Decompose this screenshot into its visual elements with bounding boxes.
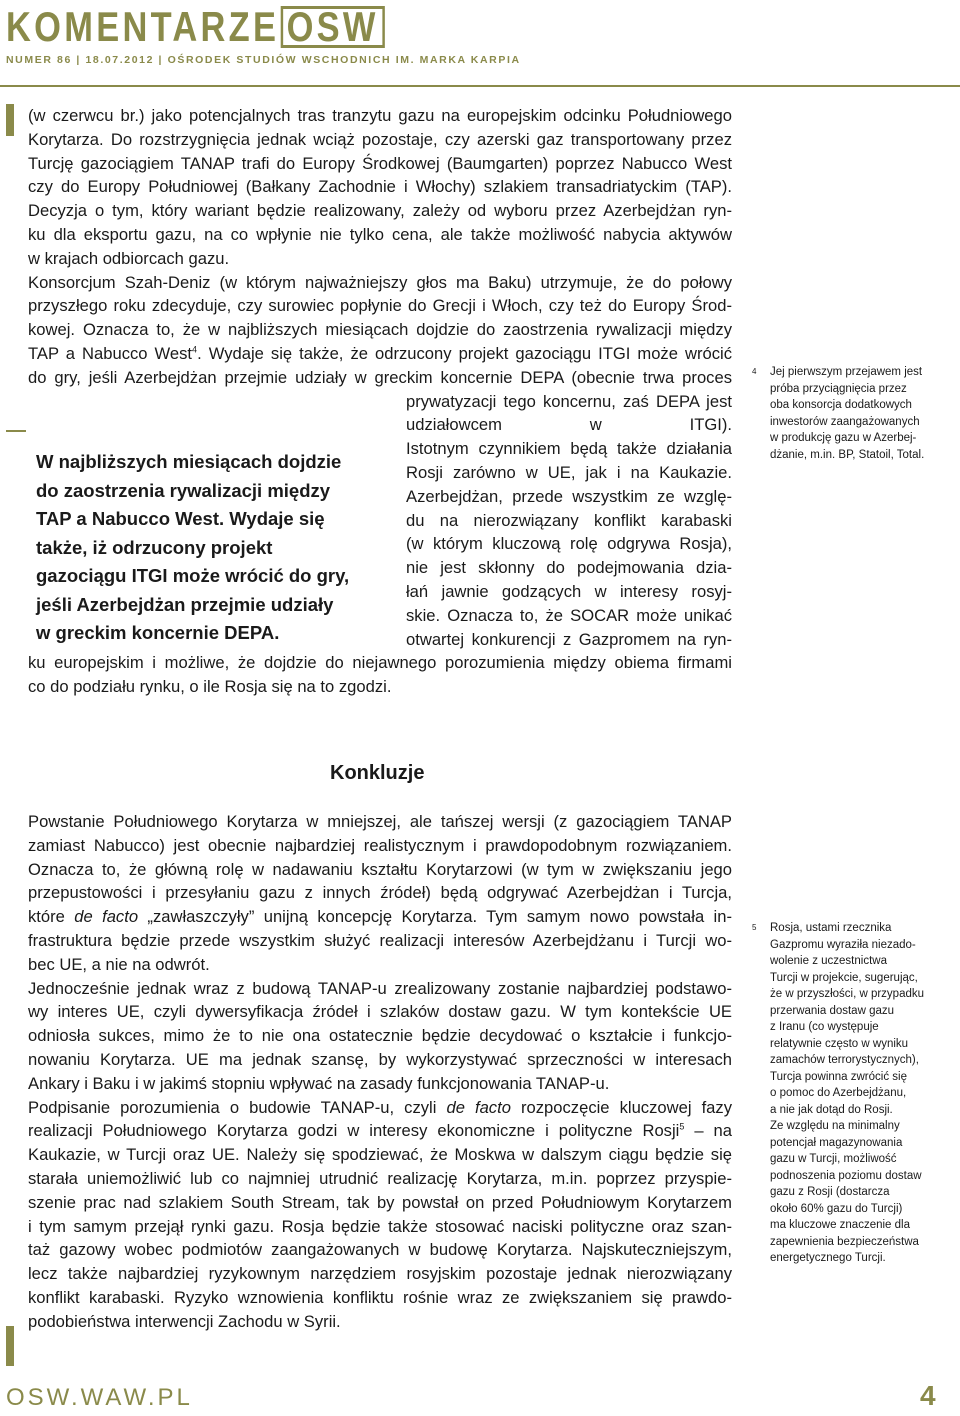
body-text-span: frastruktura będzie przede wszystkim służyć realizacji interesów Azerbejdżanu i Turcji wo- [28,931,732,950]
body-line [28,834,732,857]
footnote-line: przerwania dostaw gazu [770,1004,895,1017]
body-text-span: wy interes UE, czyli dywersyfikacja źródeł i szlaków dostaw gazu. W tym kontekście UE [28,1002,732,1022]
body-line [28,1286,732,1309]
body-line: Azerbejdżan, przede wszystkim ze wzglę- [406,486,732,506]
body-line [28,953,732,976]
body-line: Rosji zarówno w UE, jak i na Kaukazie. [406,463,732,482]
pull-quote-rule [6,430,26,432]
footnote-number: 4 [752,367,757,376]
footnote-line: Jej pierwszym przejawem jest [770,366,923,378]
body-line: Konsorcjum Szah-Deniz (w którym najważniejszy głos ma Baku) utrzymuje, że do połowy [28,272,732,292]
body-line [28,1000,732,1023]
body-text-span: zamiast Nabucco) jest obecnie najbardziej realistycznym i prawdopodobnym rozwiązaniem. [28,835,732,855]
body-line: ku europejskim i możliwe, że dojdzie do niejawnego porozumienia między obiema firmami [28,653,732,673]
body-line [28,881,732,904]
body-line: do gry, jeśli Azerbejdżan przejmie udziały w greckim koncernie DEPA (obecnie trwa proces [28,367,732,387]
body-line: Turcję gazociągiem TANAP trafi do Europy Środkowej (Baumgarten) poprzez Nabucco West [28,153,732,173]
body-text-span: realizacji Południowego Korytarza godzi w interesy ekonomiczne i polityczne Rosji [28,1121,680,1141]
body-line: Istotnym czynnikiem będą także działania [406,439,732,459]
footnote-line: próba przyciągnięcia przez [770,382,907,395]
body-line: łań jawnie godzących w interesy rosyj- [406,582,732,601]
footnote-line: potencjał magazynowania [770,1136,903,1149]
header-divider [0,85,960,87]
pull-quote-line: w greckim koncernie DEPA. [36,622,280,643]
body-text-span: taż gazowy wobec podmiotów zaangażowanych w budowę Korytarza. Najskuteczniejszym, [28,1240,732,1260]
body-line: przyszłego roku zdecyduje, czy surowiec popłynie do Grecji i Włoch, czy też do Europy Środ- [28,296,732,316]
body-line: kowej. Oznacza to, że w najbliższych miesiącach dojdzie do zaostrzenia rywalizacji między [28,320,732,340]
footer-site-url[interactable]: OSW.WAW.PL [6,1384,193,1411]
body-text-span: Kaukazie, w Turcji oraz UE. Należy się spodziewać, że Moskwa w dalszym ciągu będzie się [28,1145,732,1165]
footnote-line: Rosja, ustami rzecznika [770,922,892,934]
footnote-line: oba konsorcja dodatkowych [770,399,912,411]
footnote-line: zamachów terrorystycznych), [770,1054,919,1066]
body-text-span: i tym samym przejął rynki gazu. Rosja będzie także stosować naciski polityczne oraz szan- [28,1216,732,1236]
body-line: czy do Europy Południowej (Bałkany Zachodnie i Włochy) szlakiem transadriatyckim (TAP). [28,177,732,197]
body-line: Decyzja o tym, który wariant będzie realizowany, zależy od wyboru przez Azerbejdżan ryn- [28,201,732,221]
margin-accent-bar [6,104,14,136]
footnote-line: inwestorów zaangażowanych [770,415,920,428]
footnote-line: Turcji w projekcie, sugerując, [770,971,918,984]
body-text-span: nowaniu Korytarza. UE ma jednak szansę, by wykorzystywać sprzeczności w interesach [28,1050,732,1069]
footnote-line: z Iranu (co występuje [770,1021,879,1033]
margin-accent-bar [6,1326,14,1366]
body-line [28,929,732,952]
footnote-line: w produkcję gazu w Azerbej- [770,432,917,444]
body-line [28,1048,732,1071]
body-line [28,342,732,365]
footnote-line: że w przyszłości, w przypadku [770,988,925,1000]
footnote-line: zapewnienia bezpieczeństwa [770,1235,919,1248]
body-line [28,1119,732,1142]
footnote-line: a nie jak dotąd do Rosji. [770,1103,893,1116]
footnote-line: dżanie, m.in. BP, Statoil, Total. [770,448,925,461]
publication-logo [6,3,468,50]
body-line: Korytarza. Do rozstrzygnięcia jednak wciąż pozostaje, czy azerski gaz transportowany przez [28,129,732,149]
pull-quote-line: gazociągu ITGI może wrócić do gry, [36,565,350,586]
footnote-line: relatywnie często w wyniku [770,1037,909,1050]
footnote-line: około 60% gazu do Turcji) [770,1202,903,1215]
body-line [28,1072,732,1095]
footnote-body [770,364,960,463]
body-text-span: Jednocześnie jednak wraz z budową TANAP-u zrealizowany zostanie najbardziej podstawo- [28,978,732,998]
issue-line: NUMER 86 | 18.07.2012 | OŚRODEK STUDIÓW WSCHODNICH IM. MARKA KARPIA [6,54,521,66]
body-line: (w czerwcu br.) jako potencjalnych tras tranzytu gazu na europejskim odcinku Południowego [28,106,732,125]
body-text-span: Powstanie Południowego Korytarza w mniejszej, ale tańszej wersji (z gazociągiem TANAP [28,812,732,831]
logo-main-text: KOMENTARZE [6,3,280,50]
body-line [28,1096,732,1119]
body-text-span: starała uniemożliwić lub co najmniej utrudnić realizację Korytarza, m.in. poprzez przyspie- [28,1169,732,1188]
body-line [28,905,732,928]
body-text-span: Ankary i Baku i w jakimś stopniu wpływać na zasady funkcjonowania TANAP-u. [28,1073,610,1093]
footnote-body [770,920,960,1267]
footnote-line: podnoszenia poziomu dostaw [770,1169,922,1182]
footnote-line: Turcja powinna zwrócić się [770,1070,907,1083]
body-text-span: przepustowości i przesyłaniu gazu z innych źródeł) będą odgrywać Azerbejdżan i Turcja, [28,883,732,903]
body-line [28,1167,732,1190]
footnote-number: 5 [752,923,757,932]
section-heading: Konkluzje [330,762,425,784]
body-line: nie jest skłonny do podejmowania dzia- [406,558,732,578]
body-line: skie. Oznacza to, że SOCAR może unikać [406,605,732,625]
body-line: otwartej konkurencji z Gazpromem na ryn- [406,629,732,649]
body-text-span: odniosła sukces, mimo że to nie ona ostatecznie będzie decydować o kształcie i funkcjo- [28,1026,732,1046]
body-line [28,1215,732,1238]
body-text-span: bec UE, a nie na odwrót. [28,954,210,974]
body-line: udziałowcem w ITGI). [406,415,732,435]
body-text-span: konflikt karabaski. Ryzyko wznowienia konfliktu rośnie wraz ze zwiększaniem się prawdo- [28,1288,732,1307]
body-line: w krajach odbiorcach gazu. [28,248,230,268]
body-text-span: „zawłaszczyły” unijną koncepcję Korytarza. Tym samym nowo powstała in- [138,907,732,927]
body-text-span: Oznacza to, że główną rolę w nadawaniu kształtu Korytarzowi (w tym w zwiększaniu jego [28,859,732,879]
body-line [28,1310,732,1333]
footnote-line: energetycznego Turcji. [770,1252,886,1264]
body-text-span: rozpoczęcie kluczowej fazy [510,1097,732,1117]
body-text-span: podobieństwa interwencji Zachodu w Syrii. [28,1311,341,1331]
body-line [28,1143,732,1166]
footnote-line: gazu w Turcji, możliwość [770,1153,897,1165]
footnote-line: gazu z Rosji (dostarcza [770,1186,890,1198]
body-line [28,1238,732,1261]
footnote-ref: 5 [679,1121,685,1132]
footnote-line: wolenie z uczestnictwa [770,955,887,967]
body-text-span: . Wydaje się także, że odrzucony projekt gazociągu ITGI może wrócić [197,344,732,363]
pull-quote-line: W najbliższych miesiącach dojdzie [36,451,342,472]
pull-quote-line: TAP a Nabucco West. Wydaje się [36,508,325,529]
body-line [28,1191,732,1214]
body-line [28,1262,732,1285]
body-text-span: TAP a Nabucco West [28,344,193,363]
pull-quote-line: jeśli Azerbejdżan przejmie udziały [36,593,334,615]
body-line: (w którym kluczową rolę odgrywa Rosja), [406,534,732,554]
body-line: ku dla eksportu gazu, na co wpłynie nie tylko cena, ale także możliwość nabycia aktywów [28,225,732,244]
body-line [28,1024,732,1047]
body-text-span: Podpisanie porozumienia o budowie TANAP-u, czyli [28,1097,447,1117]
logo-osw-box: OSW [281,6,385,48]
page-number: 4 [920,1380,936,1411]
body-text-span: – na [684,1121,732,1141]
body-text-span: de facto [446,1097,511,1117]
body-text-span: szenie prac nad szlakiem South Stream, tak by powstał on przed Południowym Korytarzem [28,1192,732,1212]
body-text-span: które [28,907,75,927]
body-line: prywatyzacji tego koncernu, zaś DEPA jest [406,391,732,411]
body-line: du na nierozwiązany konflikt karabaski [406,510,732,530]
body-line: co do podziału rynku, o ile Rosja się na to zgodzi. [28,677,392,697]
footnote-line: Ze względu na minimalny [770,1120,900,1132]
pull-quote-line: do zaostrzenia rywalizacji między [36,479,331,501]
body-line [28,810,732,833]
footnote-line: ma kluczowe znaczenie dla [770,1219,910,1231]
footnote-line: o pomoc do Azerbejdżanu, [770,1087,907,1099]
body-line [28,858,732,881]
pull-quote-line: także, iż odrzucony projekt [36,536,273,558]
body-text-span: de facto [74,907,139,927]
pull-quote [36,448,376,648]
footnote-line: Gazpromu wyraziła niezado- [770,938,916,951]
body-text-span: lecz także najbardziej ryzykownym narzędziem rosyjskim pozostaje jednak nierozwiązany [28,1264,732,1284]
body-line [28,977,732,1000]
footnote-ref: 4 [192,344,198,355]
